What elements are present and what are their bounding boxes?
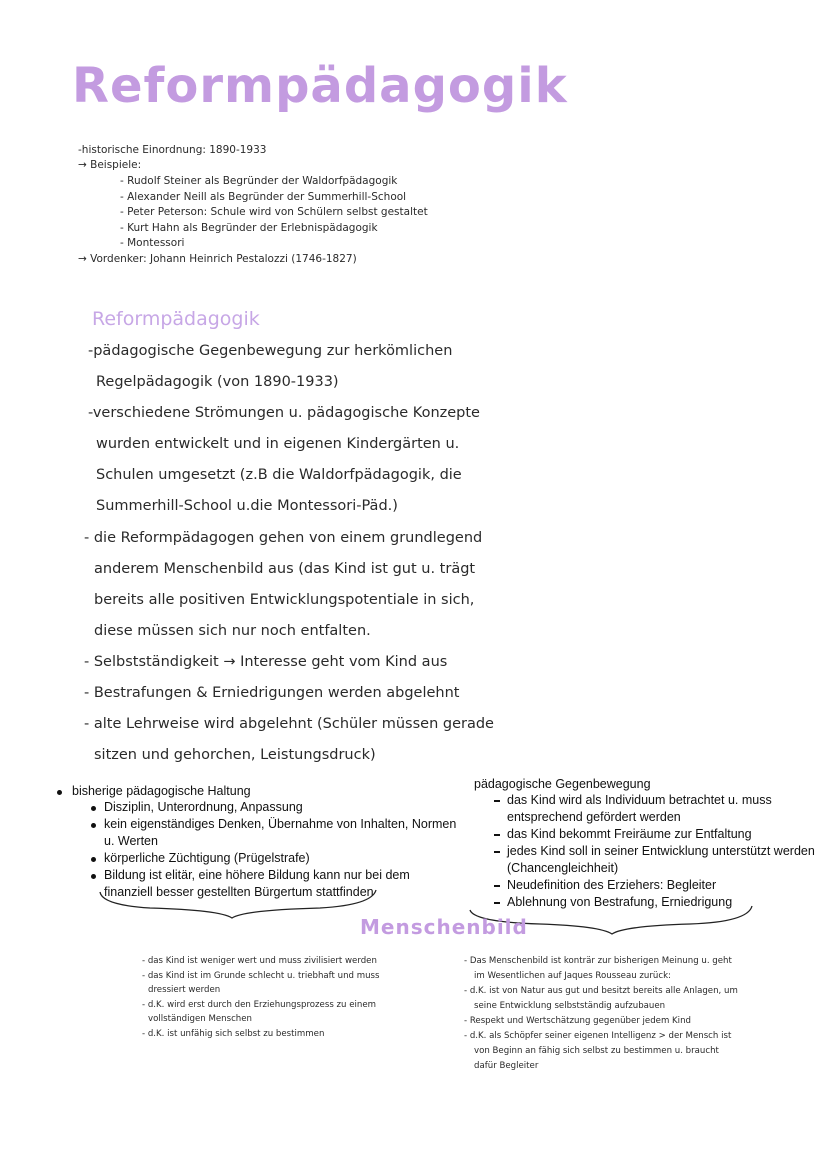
note-line: sitzen und gehorchen, Leistungsdruck) xyxy=(94,747,376,763)
note-line: im Wesentlichen auf Jaques Rousseau zurück: xyxy=(474,971,671,981)
note-line: - die Reformpädagogen gehen von einem grundlegend xyxy=(84,530,483,546)
note-line: dafür Begleiter xyxy=(474,1061,539,1071)
note-line: wurden entwickelt und in eigenen Kindergärten u. xyxy=(96,436,460,452)
example-item: - Alexander Neill als Begründer der Summerhill-School xyxy=(120,191,407,203)
note-line: -verschiedene Strömungen u. pädagogische Konzepte xyxy=(88,405,480,421)
historical-line: -historische Einordnung: 1890-1933 xyxy=(78,144,267,156)
right-heading: pädagogische Gegenbewegung xyxy=(474,777,651,791)
list-item: Ablehnung von Bestrafung, Erniedrigung xyxy=(507,895,733,909)
forerunner-line: → Vordenker: Johann Heinrich Pestalozzi (1746-1827) xyxy=(78,253,357,265)
note-line: - das Kind ist weniger wert und muss zivilisiert werden xyxy=(142,956,377,966)
note-line: - Das Menschenbild ist konträr zur bisherigen Meinung u. geht xyxy=(464,956,732,966)
list-item: das Kind wird als Individuum betrachtet u. muss xyxy=(507,793,772,807)
list-item: Bildung ist elitär, eine höhere Bildung kann nur bei dem xyxy=(104,868,410,882)
note-line: - d.K. wird erst durch den Erziehungsprozess zu einem xyxy=(142,1000,377,1010)
note-line: - Bestrafungen & Erniedrigungen werden abgelehnt xyxy=(84,685,460,701)
note-line: seine Entwicklung selbstständig aufzubauen xyxy=(474,1001,666,1011)
note-line: - d.K. ist von Natur aus gut und besitzt bereits alle Anlagen, um xyxy=(464,986,738,996)
left-heading: bisherige pädagogische Haltung xyxy=(72,784,251,798)
page-title: Reformpädagogik xyxy=(72,58,568,114)
list-item: entsprechend gefördert werden xyxy=(507,810,681,824)
list-item: Disziplin, Unterordnung, Anpassung xyxy=(104,800,303,814)
section-subtitle: Reformpädagogik xyxy=(92,308,260,330)
example-item: - Montessori xyxy=(120,237,185,249)
examples-label: → Beispiele: xyxy=(78,159,142,171)
note-line: bereits alle positiven Entwicklungspotentiale in sich, xyxy=(94,592,475,608)
list-item: das Kind bekommt Freiräume zur Entfaltung xyxy=(507,827,752,841)
list-item: u. Werten xyxy=(104,834,158,848)
note-line: - d.K. ist unfähig sich selbst zu bestimmen xyxy=(142,1029,325,1039)
list-item: Neudefinition des Erziehers: Begleiter xyxy=(507,878,717,892)
list-item: kein eigenständiges Denken, Übernahme von Inhalten, Normen xyxy=(104,817,457,831)
note-line: - Selbstständigkeit → Interesse geht vom Kind aus xyxy=(84,654,448,670)
list-item: finanziell besser gestellten Bürgertum stattfinden xyxy=(104,885,374,899)
note-line: vollständigen Menschen xyxy=(148,1014,252,1024)
note-line: Regelpädagogik (von 1890-1933) xyxy=(96,374,339,390)
list-item: körperliche Züchtigung (Prügelstrafe) xyxy=(104,851,310,865)
note-line: von Beginn an fähig sich selbst zu bestimmen u. braucht xyxy=(474,1046,719,1056)
note-line: Summerhill-School u.die Montessori-Päd.) xyxy=(96,498,398,514)
note-line: dressiert werden xyxy=(148,985,221,995)
list-item: jedes Kind soll in seiner Entwicklung unterstützt werden xyxy=(507,844,815,858)
note-line: - Respekt und Wertschätzung gegenüber jedem Kind xyxy=(464,1016,691,1026)
example-item: - Kurt Hahn als Begründer der Erlebnispädagogik xyxy=(120,222,378,234)
example-item: - Peter Peterson: Schule wird von Schülern selbst gestaltet xyxy=(120,206,428,218)
note-line: - d.K. als Schöpfer seiner eigenen Intelligenz > der Mensch ist xyxy=(464,1031,732,1041)
menschenbild-title: Menschenbild xyxy=(360,915,528,939)
example-item: - Rudolf Steiner als Begründer der Waldorfpädagogik xyxy=(120,175,398,187)
note-line: -pädagogische Gegenbewegung zur herkömlichen xyxy=(88,343,453,359)
note-line: anderem Menschenbild aus (das Kind ist gut u. trägt xyxy=(94,561,476,577)
left-brace-arc xyxy=(100,890,376,918)
note-line: - das Kind ist im Grunde schlecht u. triebhaft und muss xyxy=(142,971,380,981)
list-item: (Chancengleichheit) xyxy=(507,861,619,875)
note-line: diese müssen sich nur noch entfalten. xyxy=(94,623,371,639)
note-line: Schulen umgesetzt (z.B die Waldorfpädagogik, die xyxy=(96,467,462,483)
note-line: - alte Lehrweise wird abgelehnt (Schüler müssen gerade xyxy=(84,716,494,732)
